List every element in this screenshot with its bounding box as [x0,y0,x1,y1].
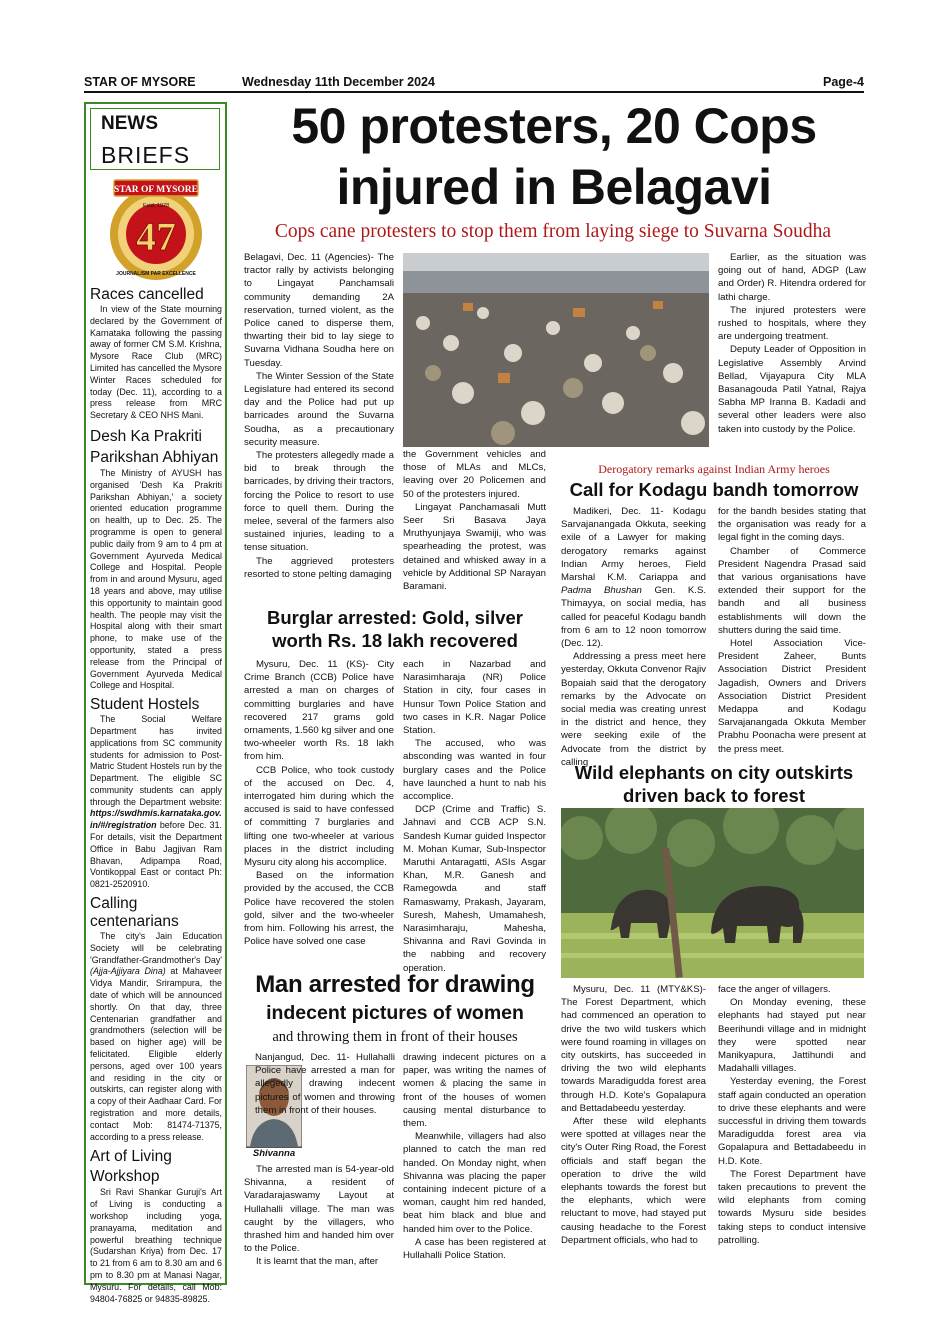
briefs-content [90,286,222,1305]
brief-heading: Calling centenarians [90,895,179,931]
brief-art-of-living [90,1147,222,1305]
kodagu-paragraph: for the bandh besides stating that the organisation was ready for a legal fight in the coming days. [718,506,866,544]
masthead-rule [84,91,864,93]
lead-paragraph: The Winter Session of the State Legislature had entered its second day and the Police had put up barricades around the Suvarna Soudha, as a precautionary security measure. [244,370,394,448]
burglar-column-2 [403,658,546,975]
news-briefs-sidebar [84,102,227,1304]
man-paragraph: A case has been registered at Hullahalli Police Station. [403,1236,546,1262]
man-paragraph: The arrested man is 54-year-old Shivanna, a resident of Varadarajaswamy Layout at Hullahalli village. The man was caught by the villagers, who thrashed him and handed him over to the Police. [244,1164,394,1255]
brief-races [90,286,222,422]
kodagu-paragraph: Hotel Association Vice-President Zaheer, Bunts Association District President Jagadish, Owners and Drivers Association District President Medappa and Kodagu Sarvajanangada Okkuta Member Prabhu Poonacha were present at the press meet. [718,638,866,755]
page-number: Page-4 [823,75,864,89]
elephant-column-2 [718,983,866,1247]
man-paragraph: drawing indecent pictures on a paper, was writing the names of women & placing the same in front of the houses of women causing mental disturbance to them. [403,1052,546,1130]
man-paragraph: It is learnt that the man, after [256,1256,379,1268]
logo-banner-text: STAR OF MYSORE [114,185,198,195]
brief-body-cont: before Dec. 31. For details, visit the Department Office in Babu Jagjivan Ram Bhavan, Adipampa Road, Vontikoppal East or contact Ph: 0821-2520910. [90,820,223,890]
kodagu-column-2 [718,505,866,756]
lead-column-3 [718,251,866,436]
logo-number: 47 [136,214,176,259]
photo-caption: Shivanna [246,1147,302,1160]
burglar-paragraph: each in Nazarbad and Narasimharaja (NR) Police Station in city, four cases in Hunsur Town Police Station and two cases in K.R. Nagar Police Station. [403,659,546,737]
elephant-headline-line-1: Wild elephants on city outskirts [574,762,854,783]
lead-column-2 [403,448,546,593]
photo-crowd [403,293,709,447]
burglar-paragraph: Mysuru, Dec. 11 (KS)- City Crime Branch (CCB) Police have arrested a man on charges of committing burglaries and have recovered 217 grams gold ornaments, 1.560 kg silver and one two-wheeler worth Rs. 18 lakh from him. [244,659,394,763]
brief-desh-ka-prakriti [90,426,222,692]
lead-paragraph: the Government vehicles and those of MLAs and MLCs, leaving over 20 Policemen and 50 of the protesters injured. [403,449,546,500]
lead-paragraph: Earlier, as the situation was going out of hand, ADGP (Law and Order) R. Hitendra ordered for lathi charge. [718,252,866,303]
kodagu-headline: Call for Kodagu bandh tomorrow [569,479,859,500]
kodagu-paragraph: Madikeri, Dec. 11- Kodagu Sarvajanangada Okkuta, seeking exile of a Lawyer for making derogatory remarks against Indian Army heroes, Field Marshal K.M. Cariappa and Padma Bhushan Gen. K.S. Thimayya, on social media, has called for peaceful Kodagu bandh from 6 am to 12 noon tomorrow (Dec. 12). [561,506,707,650]
burglar-paragraph: The accused, who was absconding was wanted in four burglary cases and the Police have launched a hunt to nab his accomplice. [403,738,546,803]
burglar-headline-line-1: Burglar arrested: Gold, silver [266,607,523,628]
masthead [84,74,864,94]
burglar-paragraph: CCB Police, who took custody of the accused on Dec. 4, interrogated him during which the accused is said to have confessed of committing 7 burglaries and lifting one two-wheeler at various places in the district including Mysuru city along his accomplice. [244,764,394,869]
lead-paragraph: Belagavi, Dec. 11 (Agencies)- The tractor rally by activists belonging to Lingayat Panchamsali community demanding 2A reservation, turned violent, as the Police caned to disperse them, thwarting their bid to lay siege to Suvarna Vidhana Soudha here on Tuesday. [244,252,394,369]
burglar-headline-line-2: worth Rs. 18 lakh recovered [272,630,518,651]
award-name: Padma Bhushan [561,585,642,597]
website-link[interactable]: https://swdhmis.karnataka.gov.in/#/registration [90,808,222,831]
lead-headline-line-1: 50 protesters, 20 Cops [291,98,817,154]
elephant-paragraph: The Forest Department have taken precautions to prevent the wild elephants from coming towards Mysuru side besides taking steps to conduct intensive patrolling. [718,1168,866,1246]
elephant-column-1 [561,983,706,1247]
brief-student-hostels [90,696,222,891]
brief-heading: Art of Living Workshop [90,1148,172,1186]
elephant-paragraph: Yesterday evening, the Forest staff again conducted an operation to drive these elephants and were successful in driving them towards Maradigudda forest area via Gopalapura and Bettadabeedu in H.D. Kote. [718,1076,866,1167]
brief-italic-name: (Ajja-Ajjiyara Dina) [90,966,166,977]
lead-paragraph: The aggrieved protesters resorted to stone pelting damaging [244,555,394,580]
man-column-1 [244,1163,394,1269]
brief-heading: Desh Ka Prakriti Parikshan Abhiyan [90,427,219,466]
news-briefs-header [90,108,220,170]
paper-name: STAR OF MYSORE [84,75,196,89]
man-paragraph: Meanwhile, villagers had also planned to catch the man red handed. On Monday night, when Shivanna was placing the paper containing indecent picture of a woman, caught him red handed, beat him black and blue and handed him over to the Police. [403,1131,546,1235]
kodagu-kicker: Derogatory remarks against Indian Army heroes [598,462,830,476]
man-headline-line-2: indecent pictures of women [266,1002,524,1024]
lead-paragraph: The protesters allegedly made a bid to break through the barricades, by driving their tractors, forcing the Police to resort to use force to quell them. During the melee, several of the farmers also sustained injuries, leading to a tense situation. [244,450,394,554]
elephants-photo [561,808,864,978]
lead-column-1 [244,251,394,581]
burglar-paragraph: DCP (Crime and Traffic) S. Jahnavi and CCB ACP S.N. Sandesh Kumar guided Inspector M. Mohan Kumar, Sub-Inspector Maruthi Antaragatti, ASIs Asgar Khan, M.R. Ganesh and Ramegowda and staff Ramaswamy, Prakash, Jayaram, Suresh, Mahesh, Umamahesh, Narasimharaju, Mahesha, Shivanna and Ravi Govinda in the nabbing and recovery operation. [403,804,546,974]
kodagu-paragraph: Chamber of Commerce President Nagendra Prasad said that various organisations have extended their support for the bandh and all business establishments will down the shutters during the said time. [718,545,866,636]
brief-body-cont: at Mahaveer Vidya Mandir, Srirampura, the date of which will be announced shortly. On that day, three Centenarian grandfather and grandmothers (selection will be based on higher age) will be felicitated. Eligible elderly persons, aged over 100 years and residing in the city or outskirts, can register along with a copy of their Aadhaar Card. For registration and more details, contact Mob: 81474-71375, according to a press release. [90,966,222,1142]
burglar-column-1 [244,658,394,948]
lead-paragraph: Lingayat Panchamasali Mutt Seer Sri Basava Jaya Mruthyunjaya Swamiji, who was spearheading the protest, was detained and whisked away in a vehicle by Additional SP Narayan Baramani. [403,501,546,593]
lead-headline-line-2: injured in Belagavi [336,159,772,215]
lead-subheadline: Cops cane protesters to stop them from laying siege to Suvarna Soudha [274,221,832,242]
protest-crowd-photo [403,253,709,447]
brief-body: The Social Welfare Department has invited applications from SC community students for admission to Post-Matric Student Hostels run by the Department. The eligible SC community students can apply through the Department website: [90,714,222,807]
photo-buildings [403,271,709,295]
brief-calling-centenarians [90,895,222,1143]
anniversary-logo [104,178,208,284]
issue-date: Wednesday 11th December 2024 [242,75,435,89]
logo-estd: Estd. 1978 [142,203,170,209]
kodagu-paragraph: Addressing a press meet here yesterday, Okkuta Convenor Rajiv Bopaiah said that the derogatory remarks by the Advocate on social media was creating unrest in the district and hence, they were seeking exile of the Advocate from the district by calling [561,651,706,768]
elephant-paragraph: face the anger of villagers. [718,984,831,995]
man-column-2 [403,1051,546,1262]
kodagu-column-1 [561,505,706,769]
brief-heading: Student Hostels [90,696,200,714]
man-paragraph: Nanjangud, Dec. 11- Hullahalli Police have arrested a man for allegedly drawing indecent pictures of women and throwing them in front of their houses. [255,1052,395,1116]
elephant-paragraph: Mysuru, Dec. 11 (MTY&KS)- The Forest Department, which had commenced an operation to drive the two wild tuskers which were found roaming in villages on city outskirts, has succeeded in driving the two wild elephants towards Maradigudda forest area through H.D. Kote's Gopalapura and Bettadabeedu yesterday. [561,984,706,1114]
brief-body: The city's Jain Education Society will be celebrating 'Grandfather-Grandmother's Day' [90,931,222,965]
brief-body: The Ministry of AYUSH has organised 'Desh Ka Prakriti Parikshan Abhiyan,' a society oriented education programme on health, up to Dec. 25. The programme is open to general public daily from 9 am to 4 pm at Government Ayurveda Medical College and Hospital. People from in and around Mysuru, aged 18 years and above, may utilise this opportunity to maintain good health. The people may visit the Hospital along with their smart phone, to make use of the opportunity, stated a press release from the Principal of Government Ayurveda Medical College and Hospital. [90,467,222,691]
burglar-paragraph: Based on the information provided by the accused, the CCB Police have recovered the stolen gold, silver and the two-wheeler from him. Following his arrest, the Police have solved one case [244,870,394,948]
brief-body: Sri Ravi Shankar Guruji's Art of Living is conducting a workshop including yoga, pranayama, meditation and powerful breathing technique (Sudarshan Kriya) from Dec. 17 to 21 from 6 am to 8.30 am and 6 pm to 8.30 pm at Manasi Nagar, Mysuru. For details, call Mob: 94804-76825 or 94835-89825. [90,1187,222,1304]
lead-paragraph: Deputy Leader of Opposition in Legislative Assembly Arvind Bellad, Vijayapura City MLA Basanagouda Patil Yatnal, Rajya Sabha MP Iranna B. Kadadi and several other leaders were also taken into custody by the Police. [718,344,866,435]
man-column-1-top [255,1051,395,1117]
lead-paragraph: The injured protesters were rushed to hospitals, where they are undergoing treatment. [718,304,866,343]
elephant-headline-line-2: driven back to forest [623,785,805,806]
brief-heading: Races cancelled [90,286,204,303]
man-headline-line-1: Man arrested for drawing [255,971,535,998]
logo-motto: JOURNALISM PAR EXCELLENCE [116,271,196,277]
elephant-paragraph: On Monday evening, these elephants had stayed put near Beerihundi village and in midnight they were spotted near Manikyapura, Jattihundi and Madahalli villages. [718,997,866,1075]
news-label: NEWS [101,113,158,134]
briefs-label: BRIEFS [101,142,191,168]
man-subheadline: and throwing them in front of their houses [272,1029,518,1045]
brief-body: In view of the State mourning declared by the Government of Karnataka following the passing away of former CM S.M. Krishna, Mysore Race Club (MRC) Limited has cancelled the Mysore Winter Races scheduled for today (Dec. 11), according to a press release from MRC Secretary & CEO NHS Mani. [90,304,222,421]
elephant-paragraph: After these wild elephants were spotted at villages near the city's Outer Ring Road, the Forest officials and staff began the operation to drive the wild elephants towards the forest but the elephants, which were reluctant to move, had stayed put causing headache to the Forest Department officials, who had to [561,1116,706,1246]
